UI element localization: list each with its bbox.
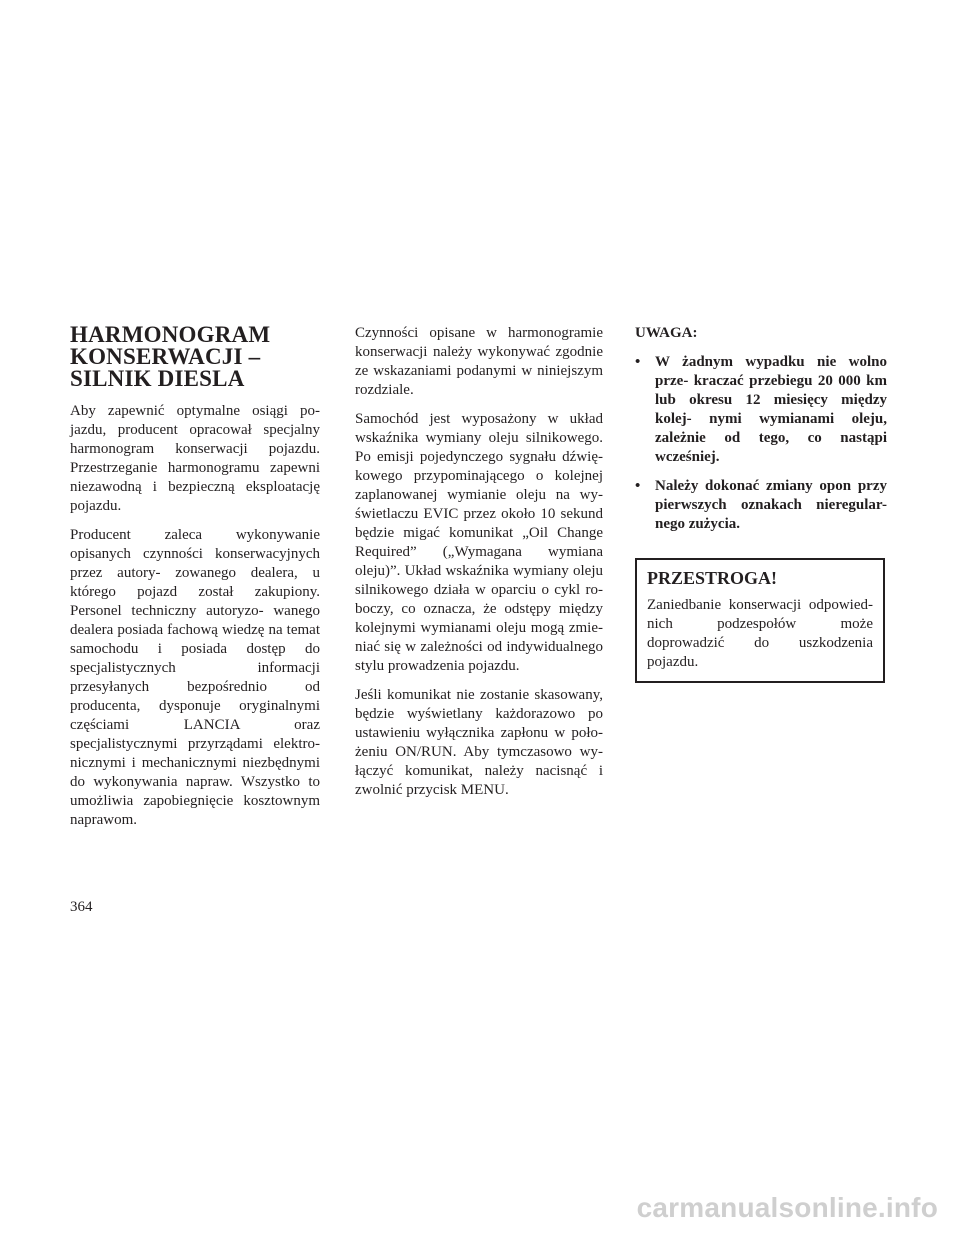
warning-title: PRZESTROGA! [647, 568, 778, 588]
warning-box [635, 558, 885, 683]
warning-text: Zaniedbanie konserwacji odpowied- nich podzespołów może doprowadzić do uszkodzenia pojazdu. [647, 597, 873, 670]
column-right [635, 324, 887, 683]
section-heading: HARMONOGRAM KONSERWACJI – SILNIK DIESLA [70, 322, 271, 391]
list-item [635, 477, 887, 534]
column-middle [355, 324, 603, 810]
page-number: 364 [70, 899, 93, 915]
note-title: UWAGA: [635, 325, 698, 341]
bullet-icon: • [635, 354, 641, 370]
list-item [635, 353, 887, 467]
paragraph: Samochód jest wyposażony w układ wskaźnika wymiany oleju silnikowego. Po emisji pojedynczego sygnału dźwię- kowego przypominającego o kolejnej zaplanowanej wymianie oleju na wy- świetlaczu EVIC przez około 10 sekund będzie migać komunikat „Oil Change Required” („Wymagana wymiana oleju)”. Układ wskaźnika wymiany oleju silnikowego działa w oparciu o cykl ro- boczy, co oznacza, że odstępy między kolejnymi wymianami oleju mogą zmie- niać się w zależności od indywidualnego stylu prowadzenia pojazdu. [355, 411, 603, 674]
bullet-icon: • [635, 478, 641, 494]
paragraph: Producent zaleca wykonywanie opisanych czynności konserwacyjnych przez autory- zowanego dealera, u którego pojazd został zakupiony. Personel techniczny autoryzo- wanego dealera posiada fachową wiedzę na temat samochodu i posiada dostęp do specjalistycznych informacji przesyłanych bezpośrednio od producenta, dysponuje oryginalnymi częściami LANCIA oraz specjalistycznymi przyrządami elektro- nicznymi i mechanicznymi niezbędnymi do wykonywania napraw. Wszystko to umożliwia zapobiegnięcie kosztownym naprawom. [70, 527, 320, 828]
paragraph: Aby zapewnić optymalne osiągi po- jazdu, producent opracował specjalny harmonogram konserwacji pojazdu. Przestrzeganie harmonogramu zapewni niezawodną i bezpieczną eksploatację pojazdu. [70, 403, 320, 514]
list-item-text: W żadnym wypadku nie wolno prze- kraczać przebiegu 20 000 km lub okresu 12 miesięcy między kolej- nymi wymianami oleju, zależnie od tego, co nastąpi wcześniej. [655, 354, 887, 465]
watermark: carmanualsonline.info [636, 1192, 938, 1223]
list-item-text: Należy dokonać zmiany opon przy pierwszych oznakach nieregular- nego zużycia. [655, 478, 887, 532]
paragraph: Jeśli komunikat nie zostanie skasowany, będzie wyświetlany każdorazowo po ustawieniu wyłącznika zapłonu w poło- żeniu ON/RUN. Aby tymczasowo wy- łączyć komunikat, należy nacisnąć i zwolnić przycisk MENU. [355, 687, 603, 798]
paragraph: Czynności opisane w harmonogramie konserwacji należy wykonywać zgodnie ze wskazaniami podanymi w niniejszym rozdziale. [355, 325, 603, 398]
column-left [70, 324, 320, 840]
note-list [635, 353, 887, 534]
